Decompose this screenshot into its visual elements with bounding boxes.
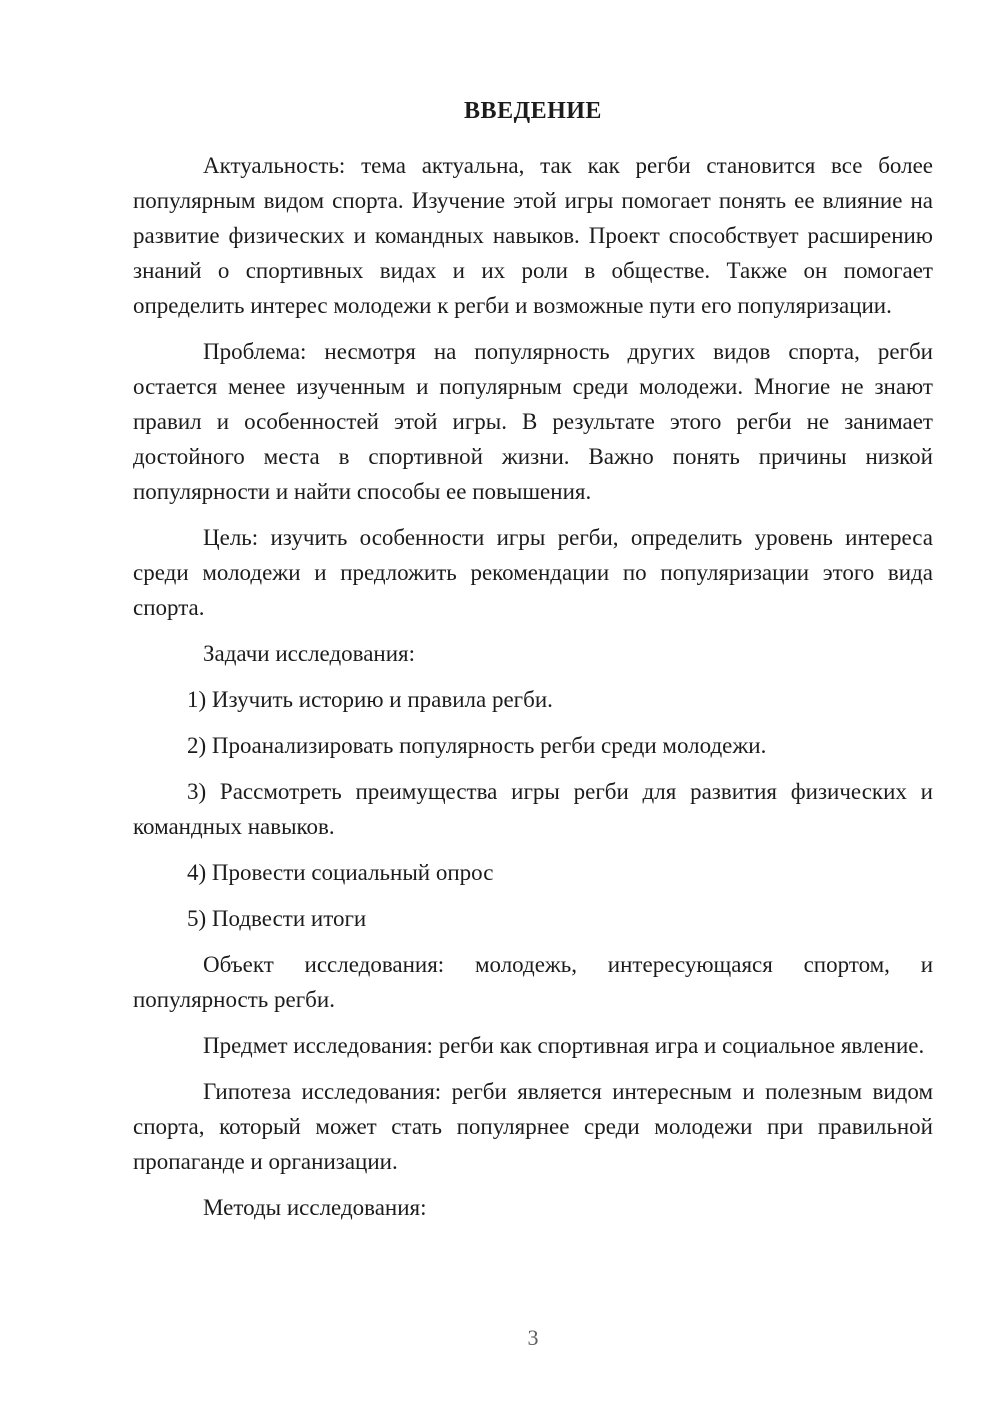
task-item-4: 4) Провести социальный опрос (187, 860, 494, 885)
paragraph-problem: Проблема: несмотря на популярность других видов спорта, регби остается менее изученным и популярным среди молодежи. Многие не знают правил и особенностей этой игры. В результате этого регби не занимает достойного места в спортивной жизни. Важно понять причины низкой популярности и найти способы ее повышения. (133, 339, 933, 504)
page-number: 3 (527, 1325, 539, 1350)
section-title: ВВЕДЕНИЕ (464, 98, 602, 124)
paragraph-goal: Цель: изучить особенности игры регби, определить уровень интереса среди молодежи и предложить рекомендации по популяризации этого вида спорта. (133, 525, 933, 620)
task-item-3: 3) Рассмотреть преимущества игры регби для развития физических и командных навыков. (133, 779, 933, 839)
task-item-5: 5) Подвести итоги (187, 906, 367, 931)
document-content (133, 96, 933, 1236)
task-item-1: 1) Изучить историю и правила регби. (187, 687, 553, 712)
tasks-heading: Задачи исследования: (203, 641, 416, 666)
paragraph-relevance: Актуальность: тема актуальна, так как регби становится все более популярным видом спорта. Изучение этой игры помогает понять ее влияние на развитие физических и командных навыков. Проект способствует расширению знаний о спортивных видах и их роли в обществе. Также он помогает определить интерес молодежи к регби и возможные пути его популяризации. (133, 153, 933, 318)
paragraph-hypothesis: Гипотеза исследования: регби является интересным и полезным видом спорта, который может стать популярнее среди молодежи при правильной пропаганде и организации. (133, 1079, 933, 1174)
methods-heading: Методы исследования: (203, 1195, 427, 1220)
paragraph-object: Объект исследования: молодежь, интересующаяся спортом, и популярность регби. (133, 952, 933, 1012)
task-item-2: 2) Проанализировать популярность регби среди молодежи. (187, 733, 767, 758)
paragraph-subject: Предмет исследования: регби как спортивная игра и социальное явление. (203, 1033, 925, 1058)
